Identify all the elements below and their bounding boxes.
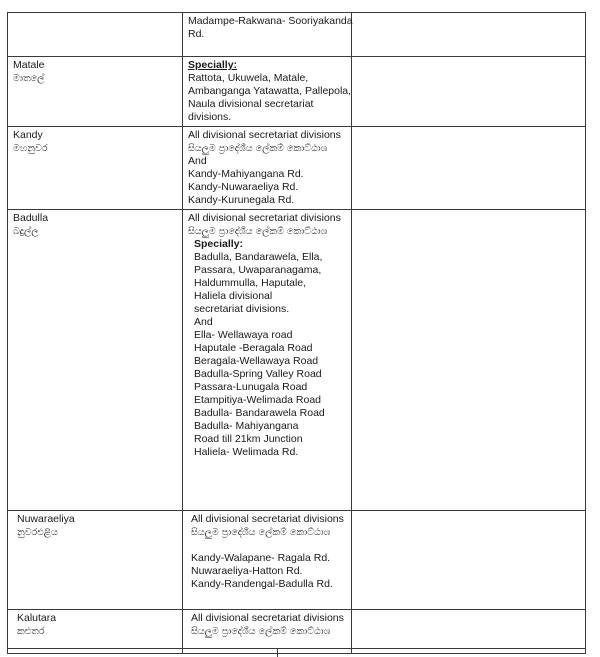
district-cell — [8, 511, 183, 610]
area-line: Haliela divisional — [194, 290, 273, 302]
all-divisions-text: All divisional secretariat divisions — [191, 513, 344, 525]
road-line: Kandy-Kurunegala Rd. — [188, 194, 295, 206]
table-row — [8, 127, 586, 210]
road-line: Badulla- Bandarawela Road — [194, 407, 325, 419]
remarks-cell — [352, 57, 586, 127]
district-name: Matale — [13, 59, 45, 71]
road-line: Haputale -Beragala Road — [194, 342, 313, 354]
table-row — [8, 610, 586, 654]
area-line: Naula divisional secretariat — [188, 98, 314, 110]
next-table-row-edge — [7, 648, 585, 657]
road-line: Ella- Wellawaya road — [194, 329, 293, 341]
areas-cell — [183, 511, 352, 610]
district-cell — [8, 127, 183, 210]
area-line: Ambanganga Yatawatta, Pallepola, — [188, 85, 352, 97]
district-cell — [8, 210, 183, 511]
district-name-sinhala: නුවරඑළිය — [17, 527, 58, 538]
district-name: Badulla — [13, 212, 49, 224]
road-line: Badulla- Mahiyangana — [194, 420, 299, 432]
road-line: Nuwaraeliya-Hatton Rd. — [191, 565, 303, 577]
road-line: Kandy-Randengal-Badulla Rd. — [191, 578, 333, 590]
district-roads-table — [7, 12, 586, 654]
district-name: Nuwaraeliya — [17, 513, 75, 525]
district-cell — [8, 13, 183, 57]
remarks-cell — [352, 13, 586, 57]
road-line: Beragala-Wellawaya Road — [194, 355, 319, 367]
road-line: Kandy-Walapane- Ragala Rd. — [191, 552, 331, 564]
area-line: Passara, Uwaparanagama, — [194, 264, 322, 276]
all-divisions-text-sinhala: සියලුම ප්‍රාදේශීය ලේකම් කොට්ඨාශ — [191, 626, 331, 637]
road-line: Rd. — [188, 28, 205, 40]
all-divisions-text-sinhala: සියලුම ප්‍රාදේශීය ලේකම් කොට්ඨාශ — [188, 143, 328, 154]
all-divisions-text: All divisional secretariat divisions — [191, 612, 344, 624]
areas-cell — [183, 210, 352, 511]
road-line: Road till 21km Junction — [194, 433, 303, 445]
table-row — [8, 210, 586, 511]
road-line: Haliela- Welimada Rd. — [194, 446, 299, 458]
remarks-cell — [352, 127, 586, 210]
road-line: And — [188, 155, 207, 167]
column-divider — [277, 649, 278, 657]
district-name-sinhala: මහනුවර — [13, 143, 48, 154]
areas-cell — [183, 127, 352, 210]
district-cell — [8, 610, 183, 654]
all-divisions-text-sinhala: සියලුම ප්‍රාදේශීය ලේකම් කොට්ඨාශ — [188, 226, 328, 237]
district-name-sinhala: මාතලේ — [13, 73, 45, 84]
area-line: Haldummulla, Haputale, — [194, 277, 307, 289]
remarks-cell — [352, 511, 586, 610]
road-line: Passara-Lunugala Road — [194, 381, 308, 393]
district-name: Kandy — [13, 129, 43, 141]
road-line: And — [194, 316, 213, 328]
table-row — [8, 511, 586, 610]
district-name: Kalutara — [17, 612, 57, 624]
area-line: divisions. — [188, 111, 232, 123]
specially-heading: Specially: — [194, 238, 244, 250]
road-line: Badulla-Spring Valley Road — [194, 368, 322, 380]
area-line: Rattota, Ukuwela, Matale, — [188, 72, 309, 84]
remarks-cell — [352, 610, 586, 654]
area-line: Badulla, Bandarawela, Ella, — [194, 251, 323, 263]
table-row — [8, 57, 586, 127]
all-divisions-text: All divisional secretariat divisions — [188, 129, 341, 141]
road-line: Madampe-Rakwana- Sooriyakanda — [188, 15, 353, 27]
areas-cell — [183, 13, 352, 57]
road-line: Etampitiya-Welimada Road — [194, 394, 322, 406]
specially-heading: Specially: — [188, 59, 238, 71]
road-line: Kandy-Mahiyangana Rd. — [188, 168, 304, 180]
areas-cell — [183, 610, 352, 654]
remarks-cell — [352, 210, 586, 511]
district-cell — [8, 57, 183, 127]
all-divisions-text: All divisional secretariat divisions — [188, 212, 341, 224]
spacer — [191, 539, 346, 552]
road-line: Kandy-Nuwaraeliya Rd. — [188, 181, 299, 193]
areas-cell — [183, 57, 352, 127]
area-line: secretariat divisions. — [194, 303, 290, 315]
table-row — [8, 13, 586, 57]
district-name-sinhala: බදුල්ල — [13, 226, 39, 237]
all-divisions-text-sinhala: සියලුම ප්‍රාදේශීය ලේකම් කොට්ඨාශ — [191, 527, 331, 538]
district-name-sinhala: කළුතර — [17, 626, 45, 637]
